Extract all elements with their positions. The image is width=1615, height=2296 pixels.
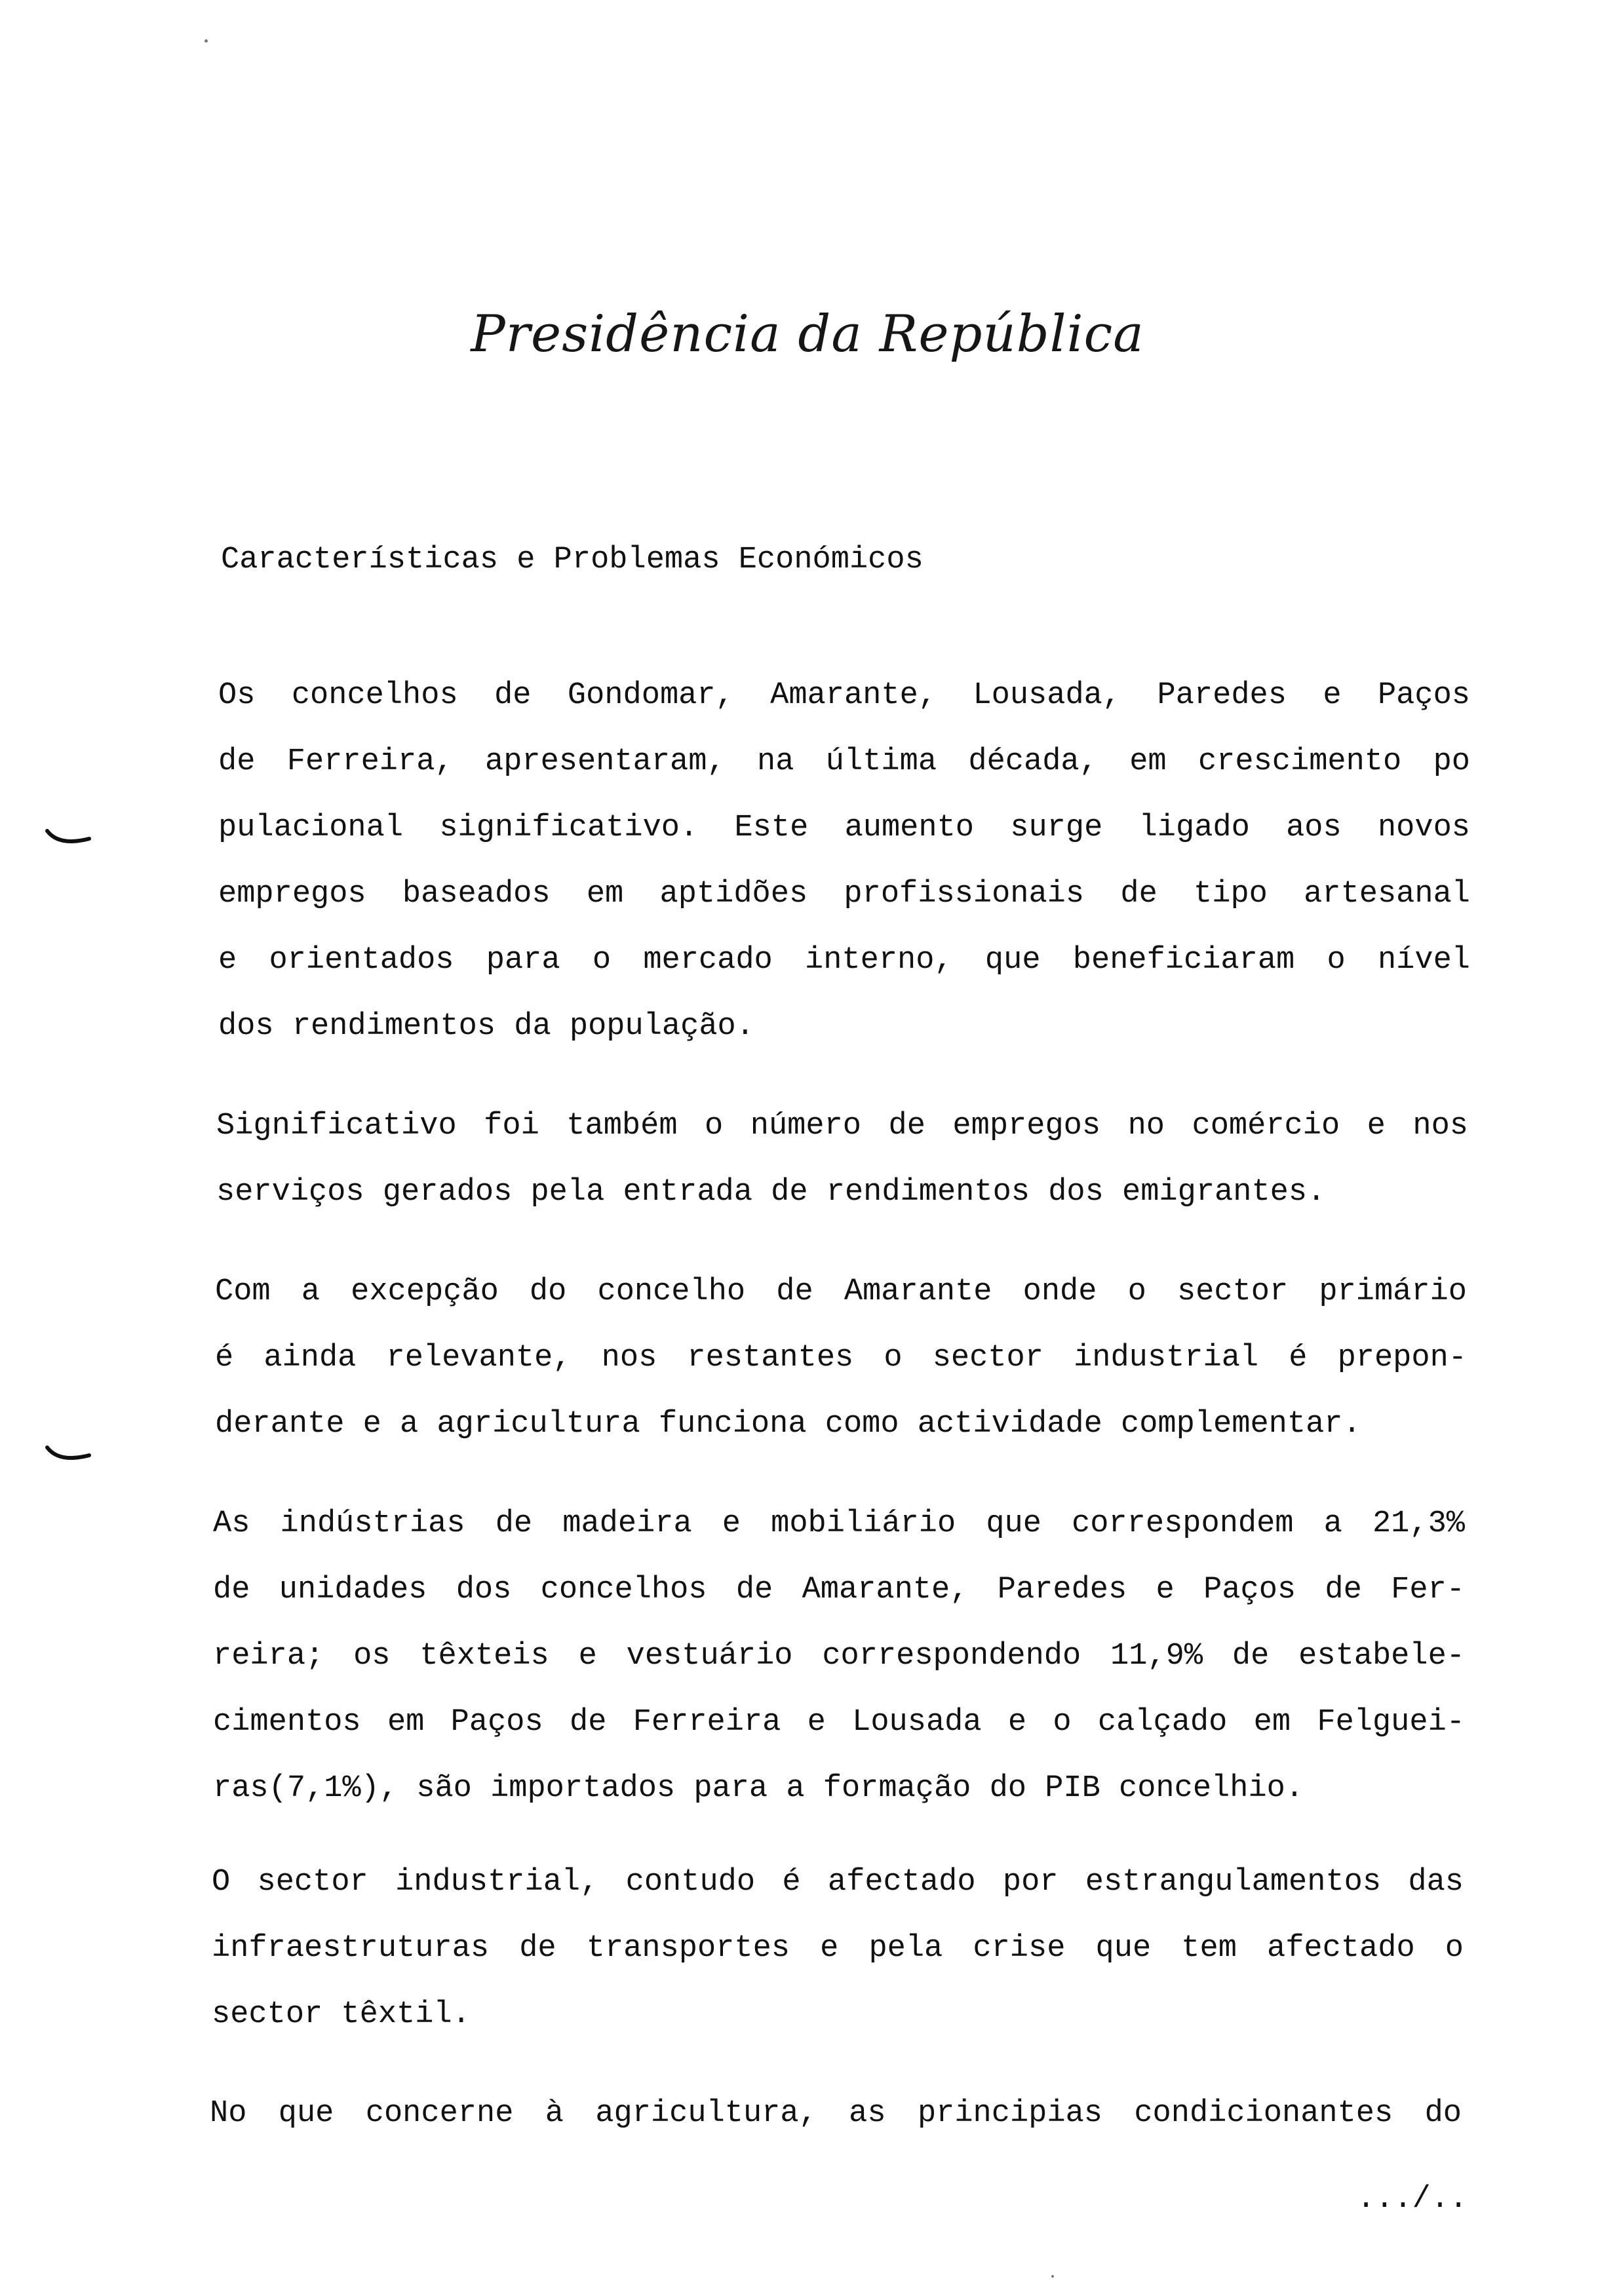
text-line: ras(7,1%), são importados para a formação do PIB concelhio.	[213, 1771, 1304, 1806]
text-line: As indústrias de madeira e mobiliário que correspondem a 21,3%	[213, 1506, 1465, 1541]
section-heading: Características e Problemas Económicos	[221, 543, 924, 577]
text-line: No que concerne à agricultura, as principias condicionantes do	[210, 2096, 1462, 2131]
text-line: é ainda relevante, nos restantes o sector industrial é prepon-	[215, 1341, 1467, 1375]
text-line: infraestruturas de transportes e pela crise que tem afectado o	[212, 1931, 1464, 1966]
text-line: derante e a agricultura funciona como actividade complementar.	[215, 1407, 1361, 1442]
paragraph-2	[216, 1093, 1468, 1225]
paragraph-3	[215, 1259, 1467, 1457]
text-line: de unidades dos concelhos de Amarante, Paredes e Paços de Fer-	[213, 1573, 1465, 1607]
paragraph-5	[212, 1849, 1464, 2048]
paragraph-6	[210, 2080, 1462, 2147]
text-line: Os concelhos de Gondomar, Amarante, Lousada, Paredes e Paços	[218, 678, 1470, 713]
continuation-mark: .../..	[1357, 2182, 1468, 2217]
text-line: e orientados para o mercado interno, que beneficiaram o nível	[218, 943, 1470, 978]
text-line: dos rendimentos da população.	[218, 1009, 754, 1044]
text-line: reira; os têxteis e vestuário correspondendo 11,9% de estabele-	[213, 1639, 1465, 1674]
text-line: de Ferreira, apresentaram, na última década, em crescimento po	[218, 744, 1470, 779]
text-line: O sector industrial, contudo é afectado por estrangulamentos das	[212, 1865, 1464, 1900]
scan-speck	[1051, 2275, 1054, 2278]
text-line: empregos baseados em aptidões profissionais de tipo artesanal	[218, 877, 1470, 911]
text-line: sector têxtil.	[212, 1997, 471, 2032]
text-line: Significativo foi também o número de empregos no comércio e nos	[216, 1109, 1468, 1143]
margin-tick-icon	[45, 1444, 92, 1464]
text-line: Com a excepção do concelho de Amarante onde o sector primário	[215, 1274, 1467, 1309]
paragraph-1	[218, 662, 1470, 1060]
letterhead: Presidência da República	[471, 305, 1144, 364]
paragraph-4	[213, 1491, 1465, 1822]
scan-speck	[204, 39, 208, 43]
text-line: pulacional significativo. Este aumento surge ligado aos novos	[218, 811, 1470, 845]
text-line: serviços gerados pela entrada de rendimentos dos emigrantes.	[216, 1175, 1326, 1210]
text-line: cimentos em Paços de Ferreira e Lousada e o calçado em Felguei-	[213, 1705, 1465, 1740]
margin-tick-icon	[45, 827, 92, 848]
